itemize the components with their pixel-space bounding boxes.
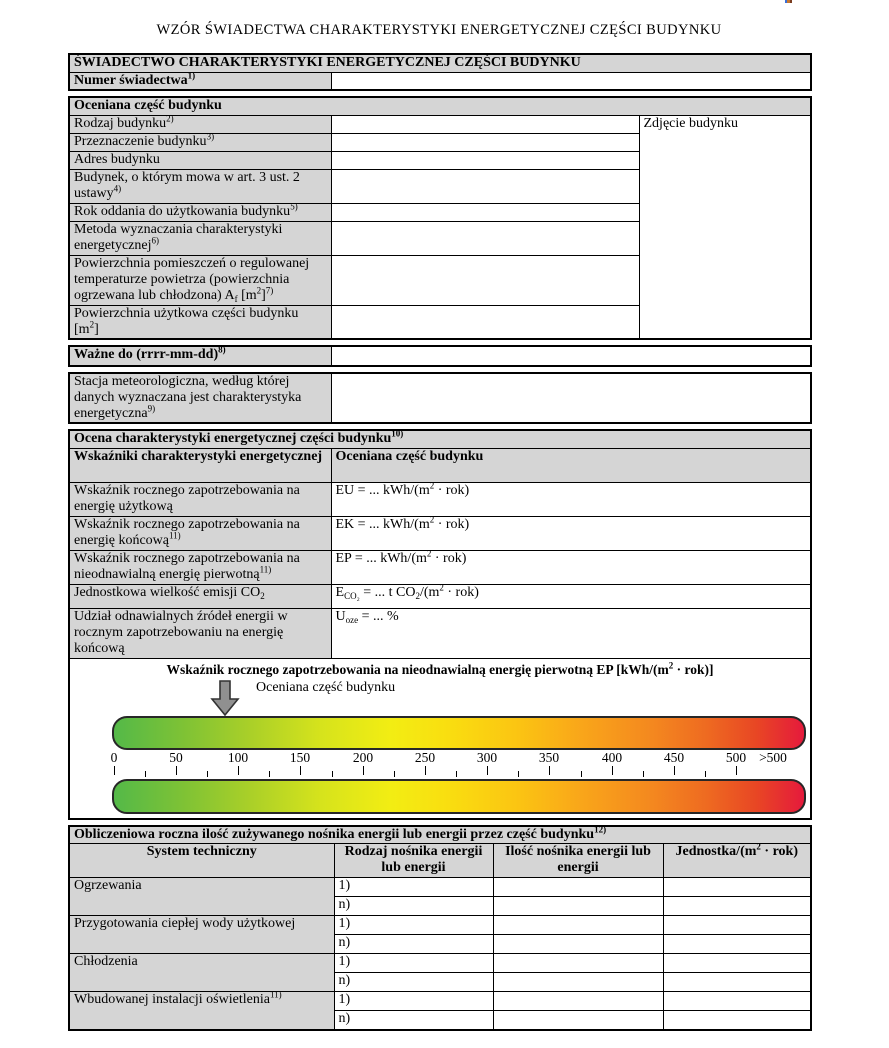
table-row <box>69 916 811 935</box>
indicator-value: EU = ... kWh/$(m^2 \cdot rok)$ <box>331 482 811 516</box>
axis-tick-label: 50 <box>169 749 183 765</box>
tick <box>176 766 177 775</box>
table-row <box>69 482 811 516</box>
carrier-prefix-cell: n) <box>334 897 493 916</box>
tick <box>238 766 239 775</box>
down-arrow-icon <box>210 680 240 716</box>
tick <box>300 766 301 775</box>
tick <box>145 771 146 777</box>
amount-cell <box>493 935 663 954</box>
amount-cell <box>493 897 663 916</box>
tick <box>456 771 457 777</box>
carrier-prefix-cell: n) <box>334 1011 493 1030</box>
unit-cell <box>663 916 811 935</box>
amount-cell <box>493 916 663 935</box>
tick <box>425 766 426 775</box>
tick <box>207 771 208 777</box>
consumption-table <box>68 825 812 1031</box>
energy-assessment-table <box>68 429 812 820</box>
tick <box>332 771 333 777</box>
indicators-column-header: Wskaźniki charakterystyki energetycznej <box>69 448 331 482</box>
page-title: WZÓR ŚWIADECTWA CHARAKTERYSTYKI ENERGETYCZNEJ CZĘŚCI BUDYNKU <box>156 22 722 38</box>
carrier-prefix-cell: 1) <box>334 916 493 935</box>
ep-scale-pointer-label: Oceniana część budynku <box>256 679 396 695</box>
tick <box>736 766 737 775</box>
table-row <box>69 954 811 973</box>
axis-tick-label: 500 <box>725 749 747 765</box>
column-header-system: System techniczny <box>69 844 334 878</box>
unit-cell <box>663 954 811 973</box>
table-row <box>69 878 811 897</box>
valid-until-label: Ważne do (rrrr-mm-dd)$^{8)}$ <box>69 346 331 366</box>
assessed-part-title: Oceniana część budynku <box>69 97 811 115</box>
axis-tick-label: 450 <box>663 749 685 765</box>
carrier-prefix-cell: 1) <box>334 954 493 973</box>
weather-station-value-cell <box>331 373 811 423</box>
field-label: Wskaźnik rocznego zapotrzebowania na nieodnawialną energię pierwotną$^{11)}$ <box>69 550 331 584</box>
field-label: Jednostkowa wielkość emisji $CO_2$ <box>69 584 331 608</box>
field-value-cell <box>331 255 639 305</box>
field-value-cell <box>331 133 639 151</box>
ep-gradient-bar-top <box>112 716 806 750</box>
assessed-part-table <box>68 96 812 340</box>
field-label: Przeznaczenie budynku$^{3)}$ <box>69 133 331 151</box>
axis-tick-label: 150 <box>289 749 311 765</box>
tick <box>549 766 550 775</box>
column-header-carrier: Rodzaj nośnika energii lub energii <box>334 844 493 878</box>
system-label: Przygotowania ciepłej wody użytkowej <box>69 916 334 954</box>
field-label: Metoda wyznaczania charakterystyki energetycznej$^{6)}$ <box>69 221 331 255</box>
certificate-header-table <box>68 53 812 91</box>
weather-station-label: Stacja meteorologiczna, według której danych wyznaczana jest charakterystyka energetyczna$^{9)}$ <box>69 373 331 423</box>
amount-cell <box>493 878 663 897</box>
tick <box>114 766 115 775</box>
ep-scale-axis <box>70 750 810 779</box>
field-label: Udział odnawialnych źródeł energii w rocznym zapotrzebowaniu na energię końcową <box>69 608 331 658</box>
table-row <box>69 608 811 658</box>
field-label: Wskaźnik rocznego zapotrzebowania na energię końcową$^{11)}$ <box>69 516 331 550</box>
amount-cell <box>493 973 663 992</box>
field-label: Rodzaj budynku$^{2)}$ <box>69 115 331 133</box>
amount-cell <box>493 992 663 1011</box>
amount-cell <box>493 1011 663 1030</box>
unit-cell <box>663 973 811 992</box>
weather-station-table <box>68 372 812 424</box>
certificate-number-label: Numer świadectwa$^{1)}$ <box>69 72 331 90</box>
tick <box>269 771 270 777</box>
tick <box>612 766 613 775</box>
tick <box>674 766 675 775</box>
field-value-cell <box>331 169 639 203</box>
system-label: Chłodzenia <box>69 954 334 992</box>
unit-cell <box>663 992 811 1011</box>
valid-until-value-cell <box>331 346 811 366</box>
assessed-part-column-header: Oceniana część budynku <box>331 448 811 482</box>
energy-assessment-title: Ocena charakterystyki energetycznej części budynku$^{10)}$ <box>69 430 811 448</box>
unit-cell <box>663 878 811 897</box>
field-label: Adres budynku <box>69 151 331 169</box>
tick <box>518 771 519 777</box>
valid-until-table <box>68 345 812 367</box>
table-row <box>69 516 811 550</box>
field-value-cell <box>331 221 639 255</box>
indicator-value: $U_{oze}$ = ... % <box>331 608 811 658</box>
ep-scale-title: Wskaźnik rocznego zapotrzebowania na nieodnawialną energię pierwotną EP $[kWh/(m^2 \cdot rok)]$ <box>166 660 714 677</box>
table-row <box>69 115 811 133</box>
axis-tick-label: 400 <box>601 749 623 765</box>
system-label: Ogrzewania <box>69 878 334 916</box>
indicator-value: $E_{CO_2}$ = ... t $CO_2/(m^2 \cdot rok)$ <box>331 584 811 608</box>
axis-tick-label: 350 <box>538 749 560 765</box>
consumption-title: Obliczeniowa roczna ilość zużywanego nośnika energii lub energii przez część budynku$^{12)}$ <box>69 826 811 844</box>
field-label: Budynek, o którym mowa w art. 3 ust. 2 ustawy$^{4)}$ <box>69 169 331 203</box>
tick <box>643 771 644 777</box>
field-label: Wskaźnik rocznego zapotrzebowania na energię użytkową <box>69 482 331 516</box>
system-label: Wbudowanej instalacji oświetlenia$^{11)}$ <box>69 992 334 1030</box>
field-value-cell <box>331 151 639 169</box>
carrier-prefix-cell: 1) <box>334 878 493 897</box>
field-value-cell <box>331 305 639 339</box>
field-value-cell <box>331 203 639 221</box>
ep-scale-cell <box>69 658 811 819</box>
axis-tick-label: 250 <box>414 749 436 765</box>
carrier-prefix-cell: 1) <box>334 992 493 1011</box>
table-row <box>69 992 811 1011</box>
field-label: Rok oddania do użytkowania budynku$^{5)}$ <box>69 203 331 221</box>
column-header-unit: Jednostka/$(m^2 \cdot rok)$ <box>663 844 811 878</box>
field-label: Powierzchnia użytkowa części budynku $[m^2]$ <box>69 305 331 339</box>
amount-cell <box>493 954 663 973</box>
axis-tick-label: >500 <box>759 749 787 765</box>
axis-tick-label: 300 <box>476 749 498 765</box>
indicator-value: EK = ... kWh/$(m^2 \cdot rok)$ <box>331 516 811 550</box>
unit-cell <box>663 1011 811 1030</box>
column-header-amount: Ilość nośnika energii lub energii <box>493 844 663 878</box>
axis-tick-label: 0 <box>110 749 118 765</box>
carrier-prefix-cell: n) <box>334 935 493 954</box>
table-row <box>69 584 811 608</box>
tick <box>705 771 706 777</box>
document-content <box>68 0 810 1036</box>
carrier-prefix-cell: n) <box>334 973 493 992</box>
unit-cell <box>663 935 811 954</box>
certificate-number-value-cell <box>331 72 811 90</box>
field-value-cell <box>331 115 639 133</box>
tick <box>581 771 582 777</box>
indicator-value: EP = ... kWh/$(m^2 \cdot rok)$ <box>331 550 811 584</box>
tick <box>394 771 395 777</box>
ep-gradient-bar-bottom <box>112 779 806 814</box>
field-label: Powierzchnia pomieszczeń o regulowanej temperaturze powietrza (powierzchnia ogrzewana lub chłodzona) $A_f$ $[m^2]^{7)}$ <box>69 255 331 305</box>
tick <box>487 766 488 775</box>
ep-scale-pointer-row <box>70 679 810 716</box>
axis-tick-label: 200 <box>352 749 374 765</box>
building-photo-cell: Zdjęcie budynku <box>639 115 811 339</box>
unit-cell <box>663 897 811 916</box>
tick <box>363 766 364 775</box>
axis-tick-label: 100 <box>227 749 249 765</box>
table-row <box>69 550 811 584</box>
certificate-title: ŚWIADECTWO CHARAKTERYSTYKI ENERGETYCZNEJ CZĘŚCI BUDYNKU <box>69 54 811 72</box>
